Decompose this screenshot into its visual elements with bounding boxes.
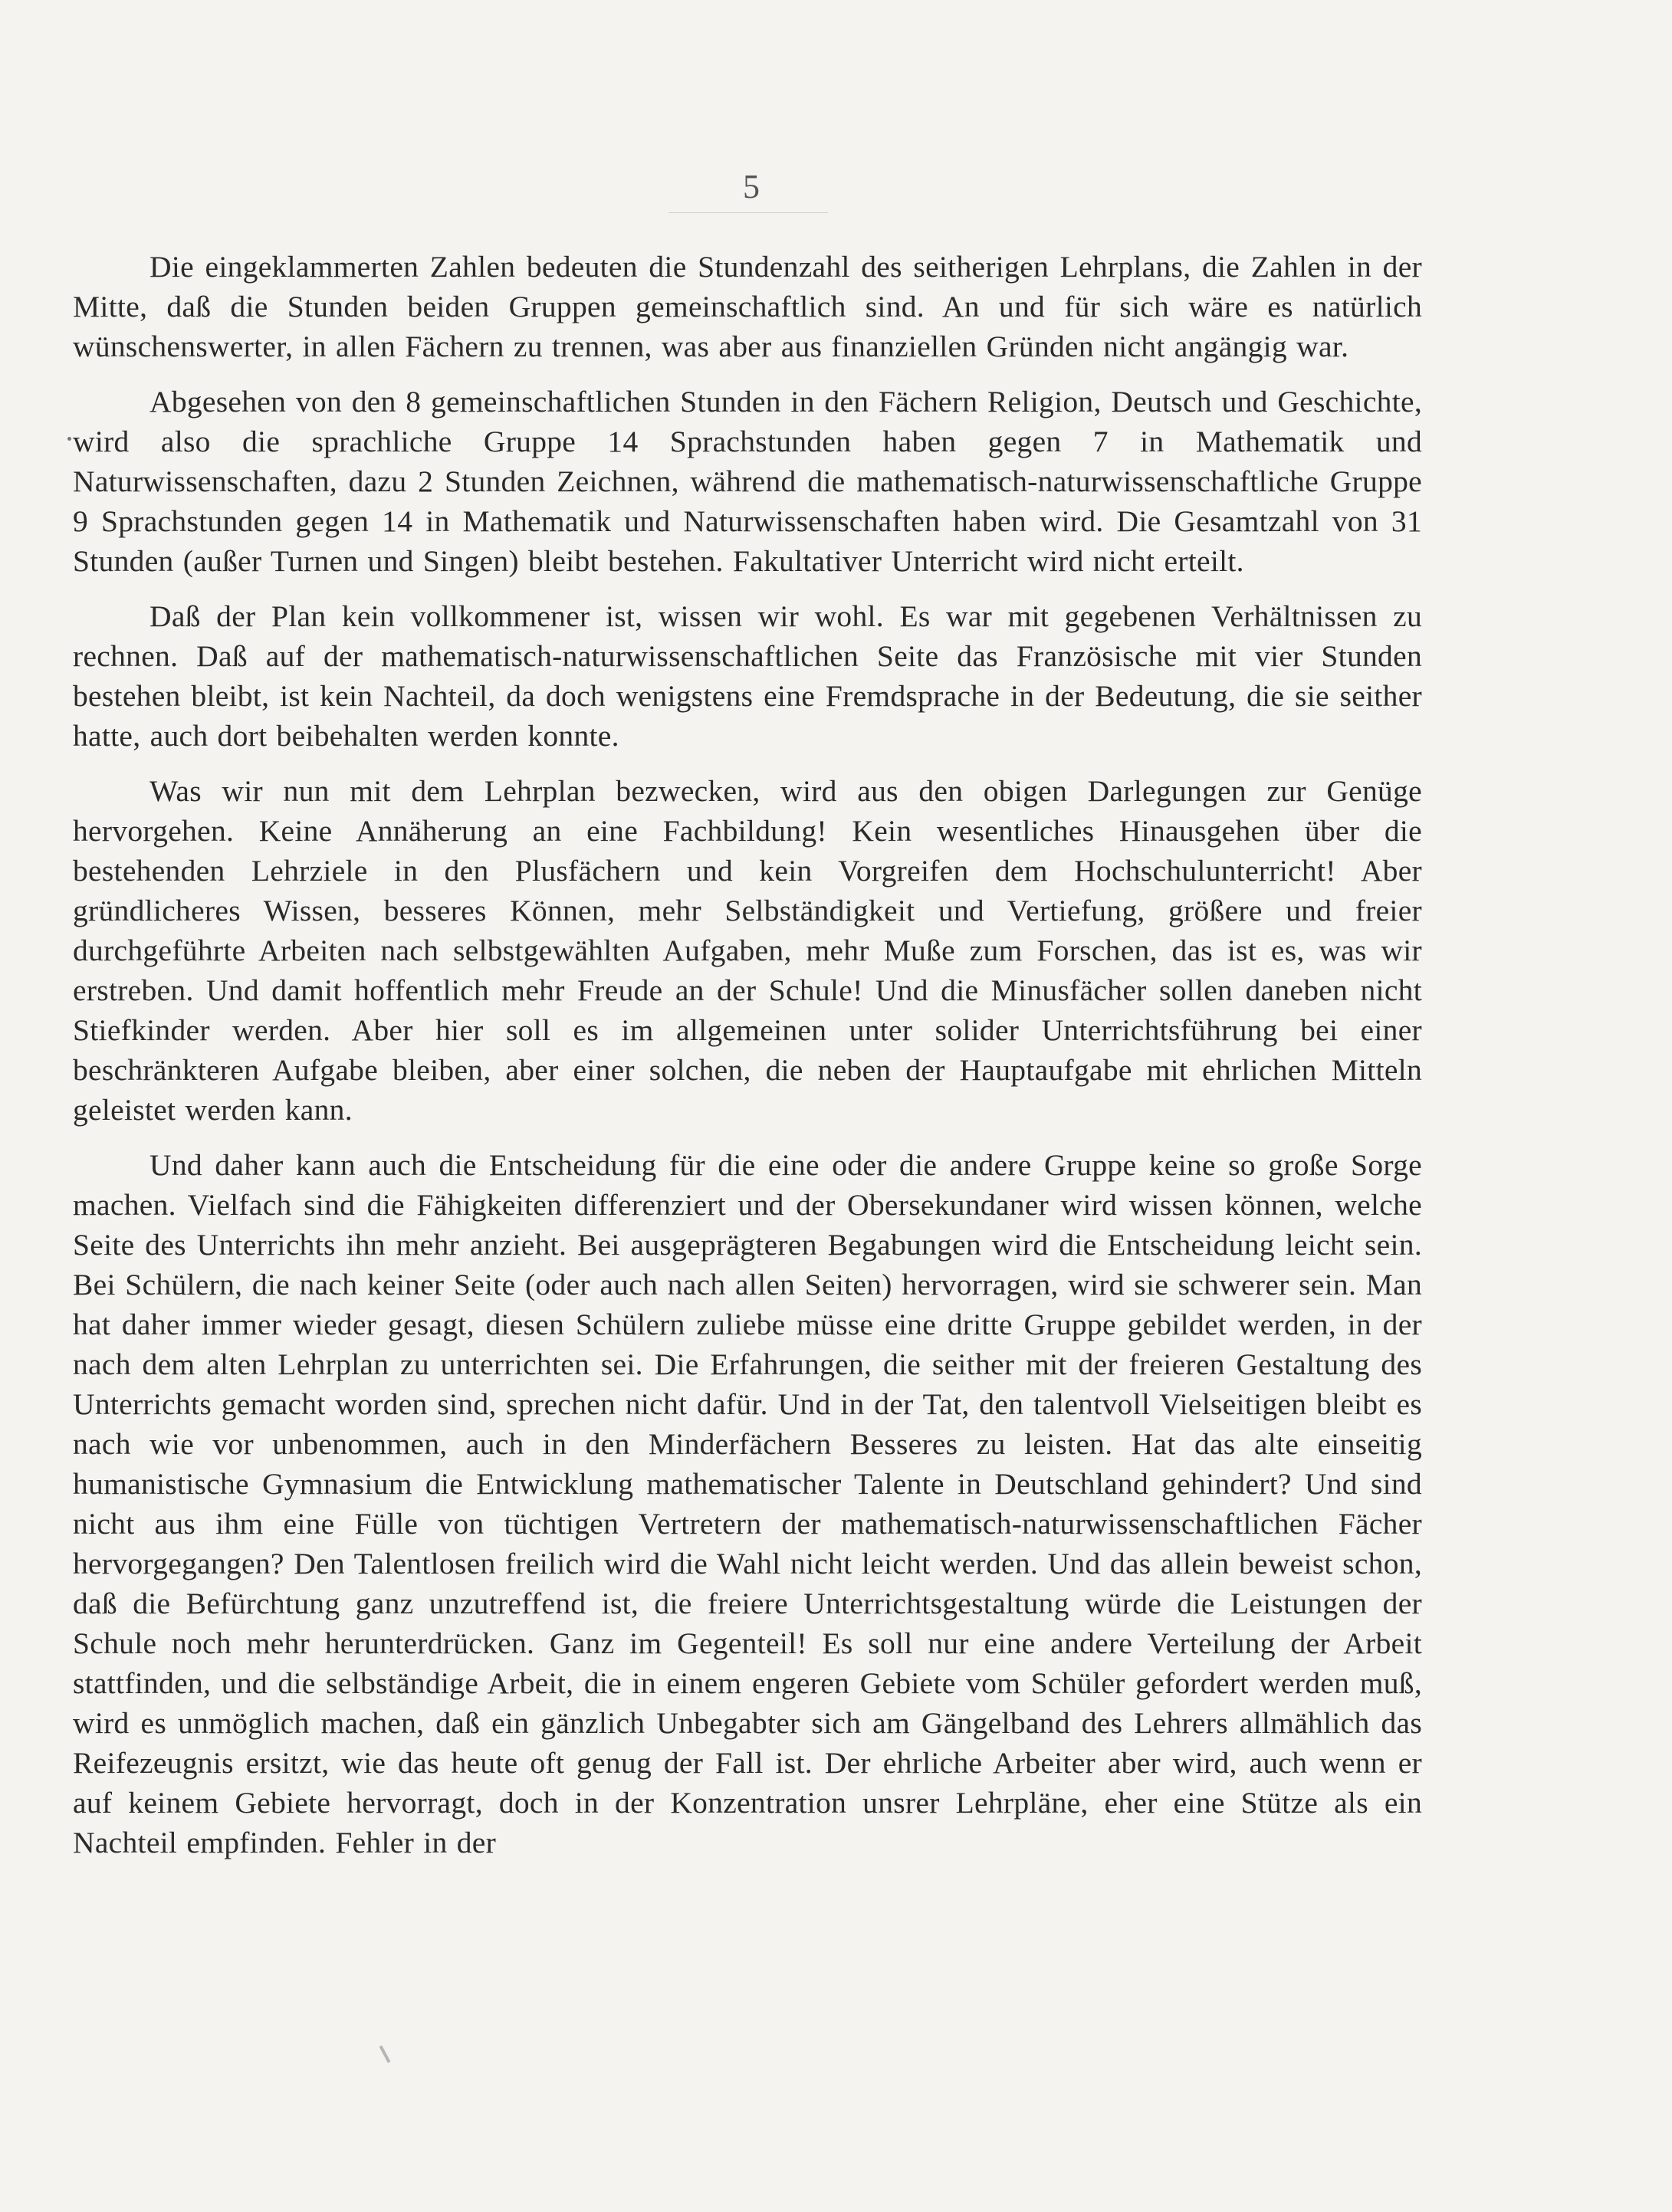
paragraph-1: Die eingeklammerten Zahlen bedeuten die Stundenzahl des seitherigen Lehrplans, die Zahlen in der Mitte, daß die Stunden beiden Gruppen gemeinschaftlich sind. An und für sich wäre es natürlich wünschenswerter, in allen Fächern zu trennen, was aber aus finanziellen Gründen nicht angängig war. [73,250,1422,363]
paragraph-4: Was wir nun mit dem Lehrplan bezwecken, wird aus den obigen Darlegungen zur Genüge hervorgehen. Keine Annäherung an eine Fachbildung! Kein wesentliches Hinausgehen über die bestehenden Lehrziele in den Plusfächern und kein Vorgreifen dem Hochschulunterricht! Aber gründlicheres Wissen, besseres Können, mehr Selbständigkeit und Vertiefung, größere und freier durchgeführte Arbeiten nach selbstgewählten Aufgaben, mehr Muße zum Forschen, das ist es, was wir erstreben. Und damit hoffentlich mehr Freude an der Schule! Und die Minusfächer sollen daneben nicht Stiefkinder werden. Aber hier soll es im allgemeinen unter solider Unterrichtsführung bei einer beschränkteren Aufgabe bleiben, aber einer solchen, die neben der Hauptaufgabe mit ehrlichen Mitteln geleistet werden kann. [73,774,1422,1127]
margin-speck [67,437,71,441]
header-rule [668,212,828,213]
paragraph-3: Daß der Plan kein vollkommener ist, wissen wir wohl. Es war mit gegebenen Verhältnissen zu rechnen. Daß auf der mathematisch-naturwissenschaftlichen Seite das Französische mit vier Stunden bestehen bleibt, ist kein Nachteil, da doch wenigstens eine Fremdsprache in der Bedeutung, die sie seither hatte, auch dort beibehalten werden konnte. [73,599,1422,753]
scan-speck [379,2045,391,2063]
page-number: 5 [743,168,760,205]
paragraph-2: Abgesehen von den 8 gemeinschaftlichen Stunden in den Fächern Religion, Deutsch und Geschichte, wird also die sprachliche Gruppe 14 Sprachstunden haben gegen 7 in Mathematik und Naturwissenschaften, dazu 2 Stunden Zeichnen, während die mathematisch-naturwissenschaftliche Gruppe 9 Sprachstunden gegen 14 in Mathematik und Naturwissenschaften haben wird. Die Gesamtzahl von 31 Stunden (außer Turnen und Singen) bleibt bestehen. Fakultativer Unterricht wird nicht erteilt. [73,385,1422,578]
paragraph-5: Und daher kann auch die Entscheidung für die eine oder die andere Gruppe keine so große Sorge machen. Vielfach sind die Fähigkeiten differenziert und der Obersekundaner wird wissen können, welche Seite des Unterrichts ihn mehr anzieht. Bei ausgeprägteren Begabungen wird die Entscheidung leicht sein. Bei Schülern, die nach keiner Seite (oder auch nach allen Seiten) hervorragen, wird sie schwerer sein. Man hat daher immer wieder gesagt, diesen Schülern zuliebe müsse eine dritte Gruppe gebildet werden, in der nach dem alten Lehrplan zu unterrichten sei. Die Erfahrungen, die seither mit der freieren Gestaltung des Unterrichts gemacht worden sind, sprechen nicht dafür. Und in der Tat, den talentvoll Vielseitigen bleibt es nach wie vor unbenommen, auch in den Minderfächern Besseres zu leisten. Hat das alte einseitig humanistische Gymnasium die Entwicklung mathematischer Talente in Deutschland gehindert? Und sind nicht aus ihm eine Fülle von tüchtigen Vertretern der mathematisch-naturwissenschaftlichen Fächer hervorgegangen? Den Talentlosen freilich wird die Wahl nicht leicht werden. Und das allein beweist schon, daß die Befürchtung ganz unzutreffend ist, die freiere Unterrichtsgestaltung würde die Leistungen der Schule noch mehr herunterdrücken. Ganz im Gegenteil! Es soll nur eine andere Verteilung der Arbeit stattfinden, und die selbständige Arbeit, die in einem engeren Gebiete vom Schüler gefordert werden muß, wird es unmöglich machen, daß ein gänzlich Unbegabter sich am Gängelband des Lehrers allmählich das Reifezeugnis ersitzt, wie das heute oft genug der Fall ist. Der ehrliche Arbeiter aber wird, auch wenn er auf keinem Gebiete hervorragt, doch in der Konzentration unsrer Lehrpläne, eher eine Stütze als ein Nachteil empfinden. Fehler in der [73,1148,1422,1859]
body-text [73,247,1422,1878]
